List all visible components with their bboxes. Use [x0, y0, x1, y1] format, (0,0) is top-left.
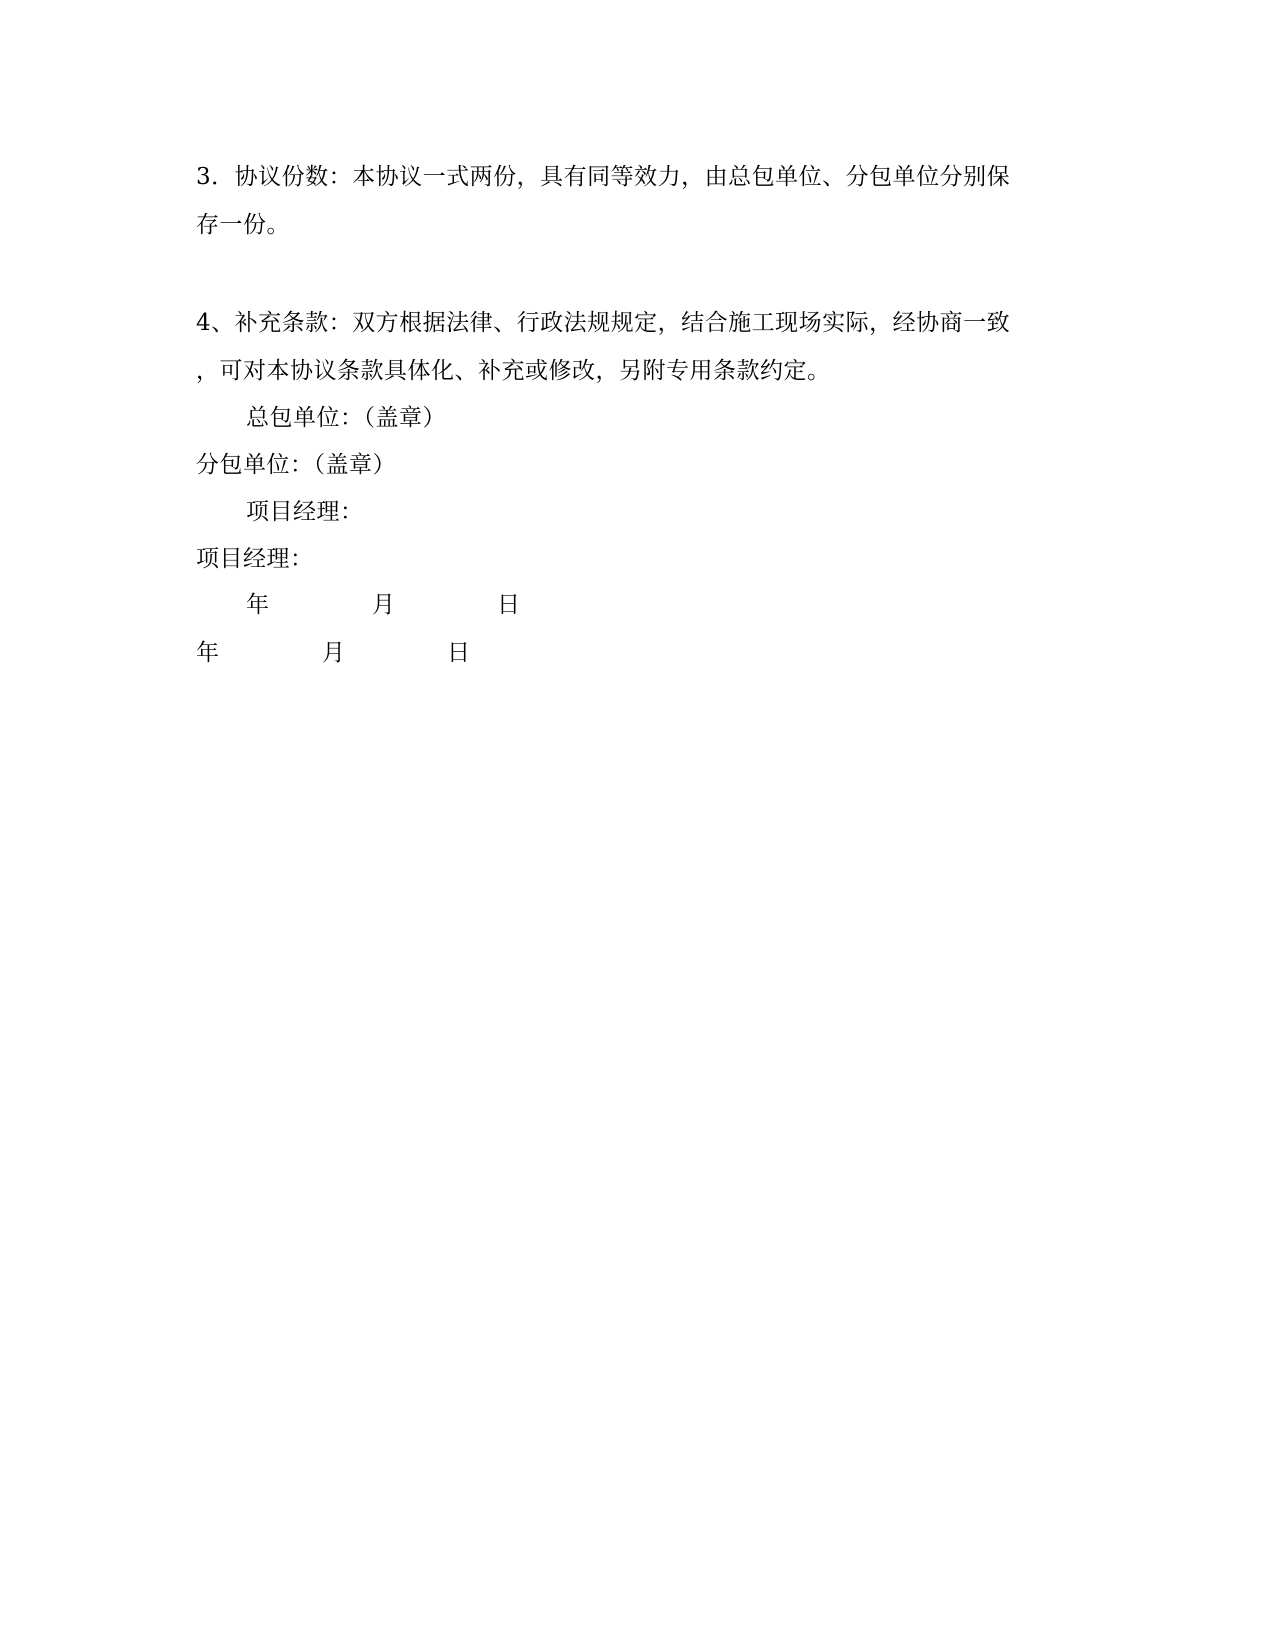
date-month-label: 月	[322, 640, 345, 666]
clause-4-line-1: 4、补充条款：双方根据法律、行政法规规定，结合施工现场实际，经协商一致	[196, 310, 1011, 336]
date-day-label: 日	[497, 592, 520, 618]
clause-3-line-1: 3．协议份数：本协议一式两份，具有同等效力，由总包单位、分包单位分别保	[196, 164, 1011, 190]
clause-3-line-2: 存一份。	[196, 212, 290, 238]
date-year-label: 年	[196, 640, 219, 666]
clause-4-line-2: ，可对本协议条款具体化、补充或修改，另附专用条款约定。	[196, 358, 831, 384]
project-manager-general-label: 项目经理：	[246, 499, 364, 525]
date-year-label: 年	[246, 592, 269, 618]
subcontractor-seal-label: 分包单位：（盖章）	[196, 452, 396, 478]
project-manager-sub-label: 项目经理：	[196, 546, 314, 572]
date-day-label: 日	[447, 640, 470, 666]
general-contractor-seal-label: 总包单位：（盖章）	[246, 405, 446, 431]
date-month-label: 月	[372, 592, 395, 618]
